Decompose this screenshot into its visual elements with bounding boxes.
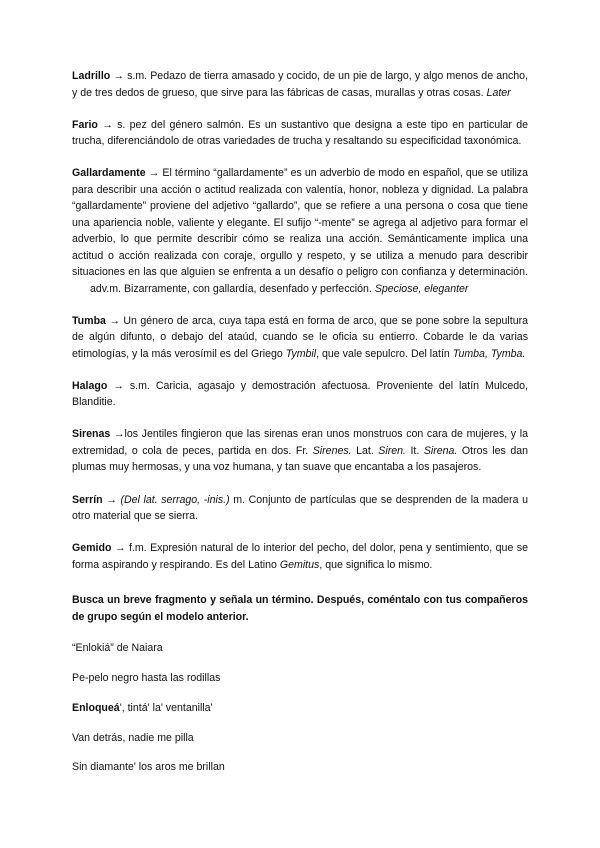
document-page xyxy=(72,68,528,789)
arrow: → xyxy=(145,167,163,180)
entry-gemido xyxy=(72,540,528,573)
entry-definition: s.m. Pedazo de tierra amasado y cocido, de un pie de largo, y algo menos de ancho, y de tres dedos de grueso, que sirve para las fábricas de casas, murallas y otras cosas. xyxy=(72,70,529,99)
entry-latin: Tumba, Tymba. xyxy=(452,347,526,360)
entry-french: Sirenes. xyxy=(312,444,352,457)
entry-greek: Tymbil xyxy=(285,347,317,360)
entry-definition: s.m. Caricia, agasajo y demostración afectuosa. Proveniente del latín Mulcedo, Blanditie. xyxy=(72,379,528,409)
entry-ladrillo xyxy=(72,68,528,101)
entry-italian: Sirena. xyxy=(423,444,458,457)
entry-term: Tumba xyxy=(72,314,106,327)
verse-line: Van detrás, nadie me pilla xyxy=(72,731,194,744)
arrow: → xyxy=(111,542,129,555)
entry-definition-2: , que significa lo mismo. xyxy=(319,558,433,571)
entry-halago xyxy=(72,378,528,411)
verse-line xyxy=(72,700,528,717)
task-instruction: Busca un breve fragmento y señala un término. Después, coméntalo con tus compañeros de grupo según el modelo anterior. xyxy=(72,594,528,623)
entry-definition-2: , que vale sepulcro. Del latín xyxy=(316,347,453,360)
verse-text: ', tintá' la' ventanilla' xyxy=(119,701,213,714)
entry-term: Serrín xyxy=(72,493,103,506)
entry-term: Ladrillo xyxy=(72,70,111,82)
entry-fario xyxy=(72,117,528,150)
entry-definition: s. pez del género salmón. Es un sustantivo que designa a este tipo en particular de trucha, diferenciándolo de otras variedades de trucha y resaltando su especificidad taxonómica. xyxy=(72,118,529,148)
entry-term: Fario xyxy=(72,118,98,131)
entry-latin: Speciose, eleganter xyxy=(374,282,469,295)
verse-line: Sin diamante' los aros me brillan xyxy=(72,761,225,774)
entry-latin: Siren. xyxy=(378,444,406,457)
arrow: → xyxy=(97,118,118,131)
entry-tumba xyxy=(72,313,528,363)
entry-definition-4: Otros les dan plumas muy hermosas, y una voz humana, y tan suave que encantaba a los pasajeros. xyxy=(72,444,529,474)
entry-term: Gallardamente xyxy=(72,167,146,180)
arrow: → xyxy=(110,70,128,82)
entry-definition-2: adv.m. Bizarramente, con gallardía, desenfado y perfección. xyxy=(90,282,375,295)
arrow: → xyxy=(110,428,125,441)
entry-etymology: (Del lat. serrago, -inis.) xyxy=(120,493,230,506)
entry-definition: m. Conjunto de partículas que se desprenden de la madera u otro material que se sierra. xyxy=(72,493,528,523)
entry-latin: Later xyxy=(486,86,511,99)
entry-definition-2: Lat. xyxy=(351,444,379,457)
entry-gallardamente xyxy=(72,165,528,297)
entry-definition: El término “gallardamente” es un adverbio de modo en español, que se utiliza para describir una acción o actitud realizada con valentía, honor, nobleza y dignidad. La palabra “gallardamente” proviene del adjetivo “gallardo”, que se refiere a una persona o cosa que tiene una apariencia noble, valiente y elegante. El sufijo “-mente” se agrega al adjetivo para formar el adverbio, lo que permite describir cómo se realiza una acción. Semánticamente implica una actitud o acción realizada con coraje, orgullo y respeto, y se utiliza a menudo para describir situaciones en las que alguien se enfrenta a un desafío o peligro con confianza y determinación. xyxy=(72,167,528,279)
entry-definition: los Jentiles fingieron que las sirenas eran unos monstruos con cara de mujeres, y la extremidad, o cola de peces, partida en dos. Fr. xyxy=(72,428,528,457)
entry-sirenas xyxy=(72,426,528,476)
entry-latin: Gemitus xyxy=(279,558,320,571)
entry-definition: Un género de arca, cuya tapa está en forma de arco, que se pone sobre la sepultura de algún difunto, o debajo del ataúd, cuando se le oficia su entierro. Cobarde le da varias etimologías, y la más verosímil es del Griego xyxy=(72,314,529,360)
entry-definition: f.m. Expresión natural de lo interior del pecho, del dolor, pena y sentimiento, que se forma aspirando y respirando. Es del Latino xyxy=(72,542,528,571)
verse-line: Pe-pelo negro hasta las rodillas xyxy=(72,671,221,684)
entry-term: Sirenas xyxy=(72,428,111,441)
arrow: → xyxy=(107,379,130,392)
entry-definition-3: It. xyxy=(405,444,424,457)
arrow: → xyxy=(105,314,124,327)
entry-serrin xyxy=(72,492,528,525)
arrow: → xyxy=(102,493,121,506)
entry-term: Halago xyxy=(72,379,108,392)
highlighted-term: Enloqueá xyxy=(72,701,120,714)
entry-term: Gemido xyxy=(72,542,112,555)
song-title: “Enlokiá” de Naiara xyxy=(72,642,163,655)
